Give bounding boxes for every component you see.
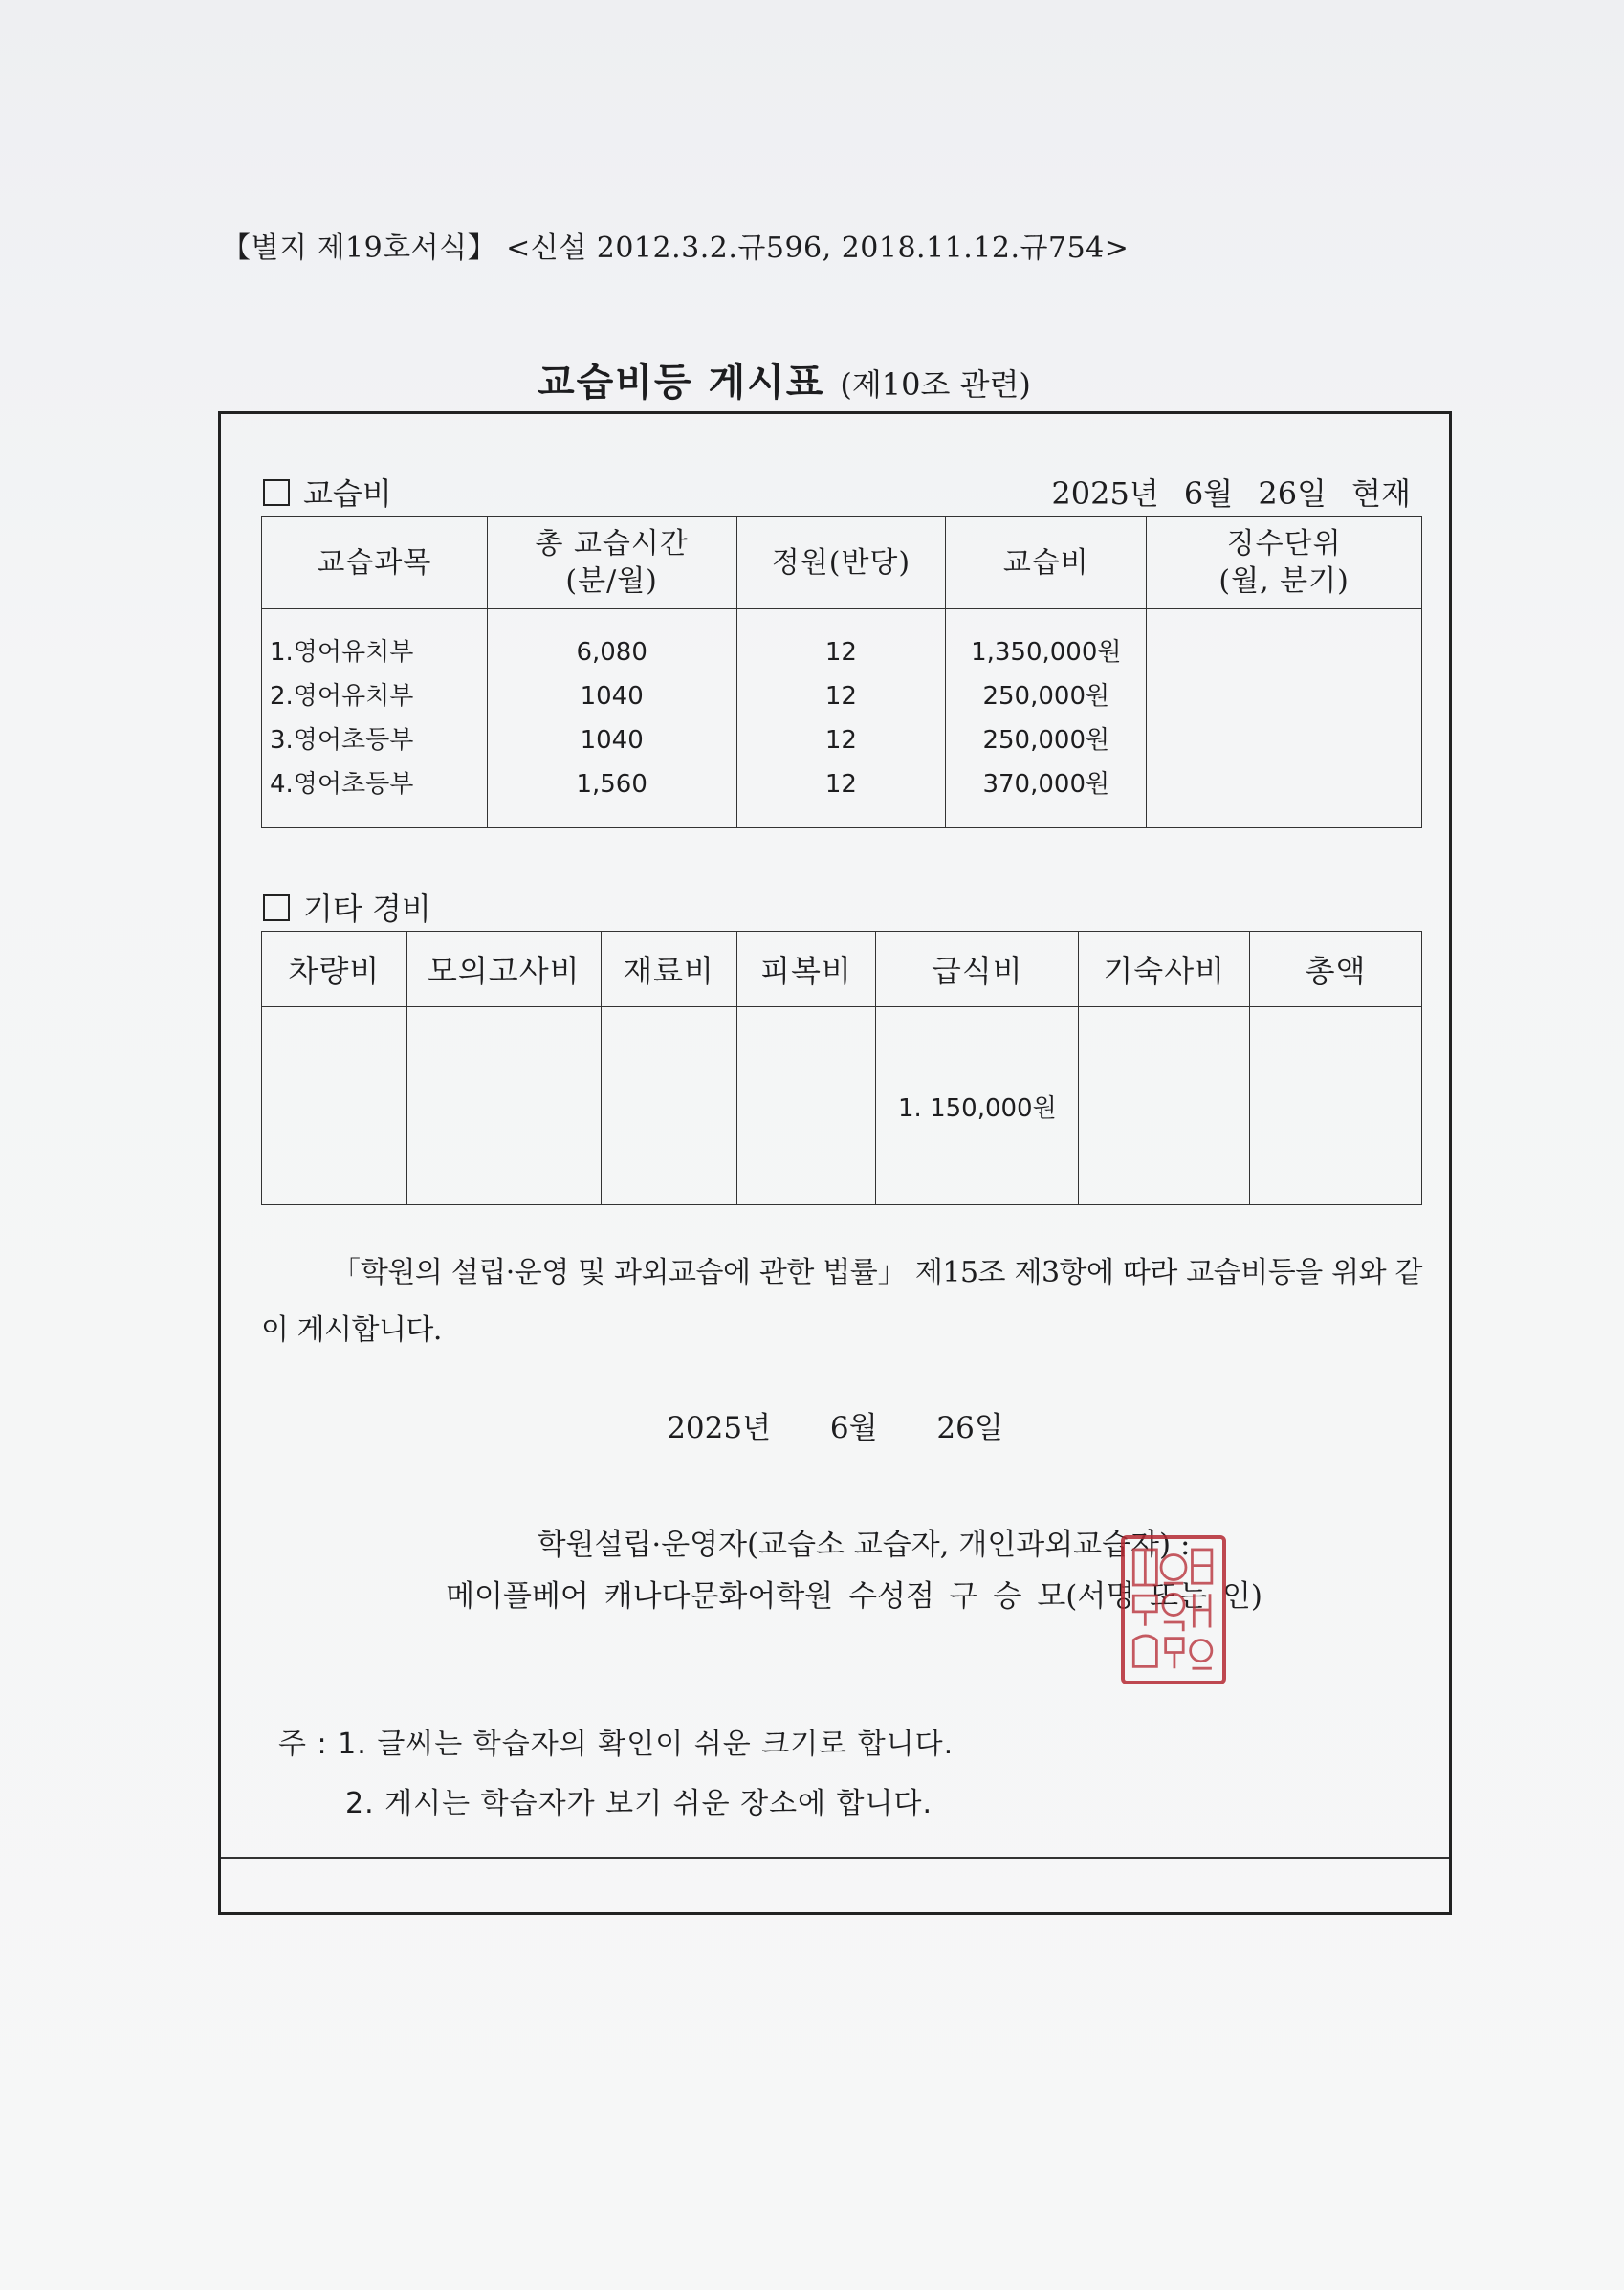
notice-frame — [218, 411, 1452, 1915]
capacity-cell — [736, 609, 946, 828]
section-other-label: 기타 경비 — [303, 891, 431, 927]
col-capacity: 정원(반당) — [736, 517, 946, 609]
section-tuition-label: 교습비 — [303, 475, 392, 512]
title-block — [538, 352, 1031, 407]
col-total: 총액 — [1250, 932, 1422, 1007]
hours-1: 6,080 — [576, 638, 647, 667]
materials-value — [601, 1007, 736, 1205]
fee-1: 1,350,000원 — [971, 638, 1122, 667]
dormitory-value — [1079, 1007, 1250, 1205]
col-clothing: 피복비 — [736, 932, 876, 1007]
col-hours-line1: 총 교습시간 — [535, 527, 689, 561]
fee-4: 370,000원 — [982, 770, 1110, 799]
col-unit — [1147, 517, 1422, 609]
vehicle-value — [262, 1007, 407, 1205]
hours-4: 1,560 — [576, 770, 647, 799]
col-mock-exam: 모의고사비 — [406, 932, 601, 1007]
section-tuition-heading — [263, 470, 392, 514]
fee-2: 250,000원 — [982, 682, 1110, 711]
title-subtitle: (제10조 관련) — [840, 366, 1031, 403]
capacity-4: 12 — [824, 770, 857, 799]
other-table-body-row — [262, 1007, 1422, 1205]
subject-4: 4.영어초등부 — [270, 770, 414, 799]
col-meals: 급식비 — [876, 932, 1079, 1007]
sign-date: 2025년 6월 26일 — [667, 1411, 1003, 1445]
seal-stamp — [1121, 1535, 1226, 1684]
tuition-table-header-row — [262, 517, 1422, 609]
notes — [278, 1715, 954, 1834]
as-of-date: 2025년 6월 26일 현재 — [1051, 475, 1411, 512]
signer-name: 메이플베어 캐나다문화어학원 수성점 구 승 모(서명 또는 인) — [446, 1579, 1262, 1614]
fee-cell — [946, 609, 1147, 828]
col-vehicle: 차량비 — [262, 932, 407, 1007]
seal-icon — [1125, 1539, 1222, 1681]
clothing-value — [736, 1007, 876, 1205]
page-title: 교습비등 게시표 — [538, 361, 825, 405]
form-header: 【별지 제19호서식】 <신설 2012.3.2.규596, 2018.11.12.규754> — [222, 231, 1130, 265]
subject-cell — [262, 609, 488, 828]
hours-2: 1040 — [580, 682, 644, 711]
section-other-heading — [263, 885, 431, 929]
col-materials: 재료비 — [601, 932, 736, 1007]
signer-role: 학원설립·운영자(교습소 교습자, 개인과외교습자) : — [537, 1528, 1191, 1562]
frame-divider — [221, 1857, 1449, 1859]
tuition-table — [261, 516, 1422, 828]
legal-paragraph: 「학원의 설립·운영 및 과외교습에 관한 법률」 제15조 제3항에 따라 교습비등을 위와 같이 게시합니다. — [261, 1256, 1422, 1347]
meals-value: 1. 150,000원 — [876, 1007, 1079, 1205]
col-dormitory: 기숙사비 — [1079, 932, 1250, 1007]
col-unit-line2: (월, 분기) — [1218, 564, 1350, 598]
note-1: 주 : 1. 글씨는 학습자의 확인이 쉬운 크기로 합니다. — [278, 1728, 955, 1761]
capacity-2: 12 — [824, 682, 857, 711]
capacity-3: 12 — [824, 726, 857, 755]
col-fee: 교습비 — [946, 517, 1147, 609]
total-value — [1250, 1007, 1422, 1205]
col-hours — [487, 517, 736, 609]
subject-2: 2.영어유치부 — [270, 682, 414, 711]
col-unit-line1: 징수단위 — [1226, 527, 1342, 561]
other-table-header-row — [262, 932, 1422, 1007]
fee-3: 250,000원 — [982, 726, 1110, 755]
checkbox-icon — [263, 894, 290, 921]
col-hours-line2: (분/월) — [565, 564, 658, 598]
unit-cell — [1147, 609, 1422, 828]
tuition-table-body-row — [262, 609, 1422, 828]
other-expenses-table — [261, 931, 1422, 1205]
hours-cell — [487, 609, 736, 828]
col-subject: 교습과목 — [262, 517, 488, 609]
note-2: 2. 게시는 학습자가 보기 쉬운 장소에 합니다. — [345, 1787, 933, 1820]
subject-1: 1.영어유치부 — [270, 638, 414, 667]
checkbox-icon — [263, 479, 290, 506]
mock-exam-value — [406, 1007, 601, 1205]
hours-3: 1040 — [580, 726, 644, 755]
subject-3: 3.영어초등부 — [270, 726, 414, 755]
capacity-1: 12 — [824, 638, 857, 667]
